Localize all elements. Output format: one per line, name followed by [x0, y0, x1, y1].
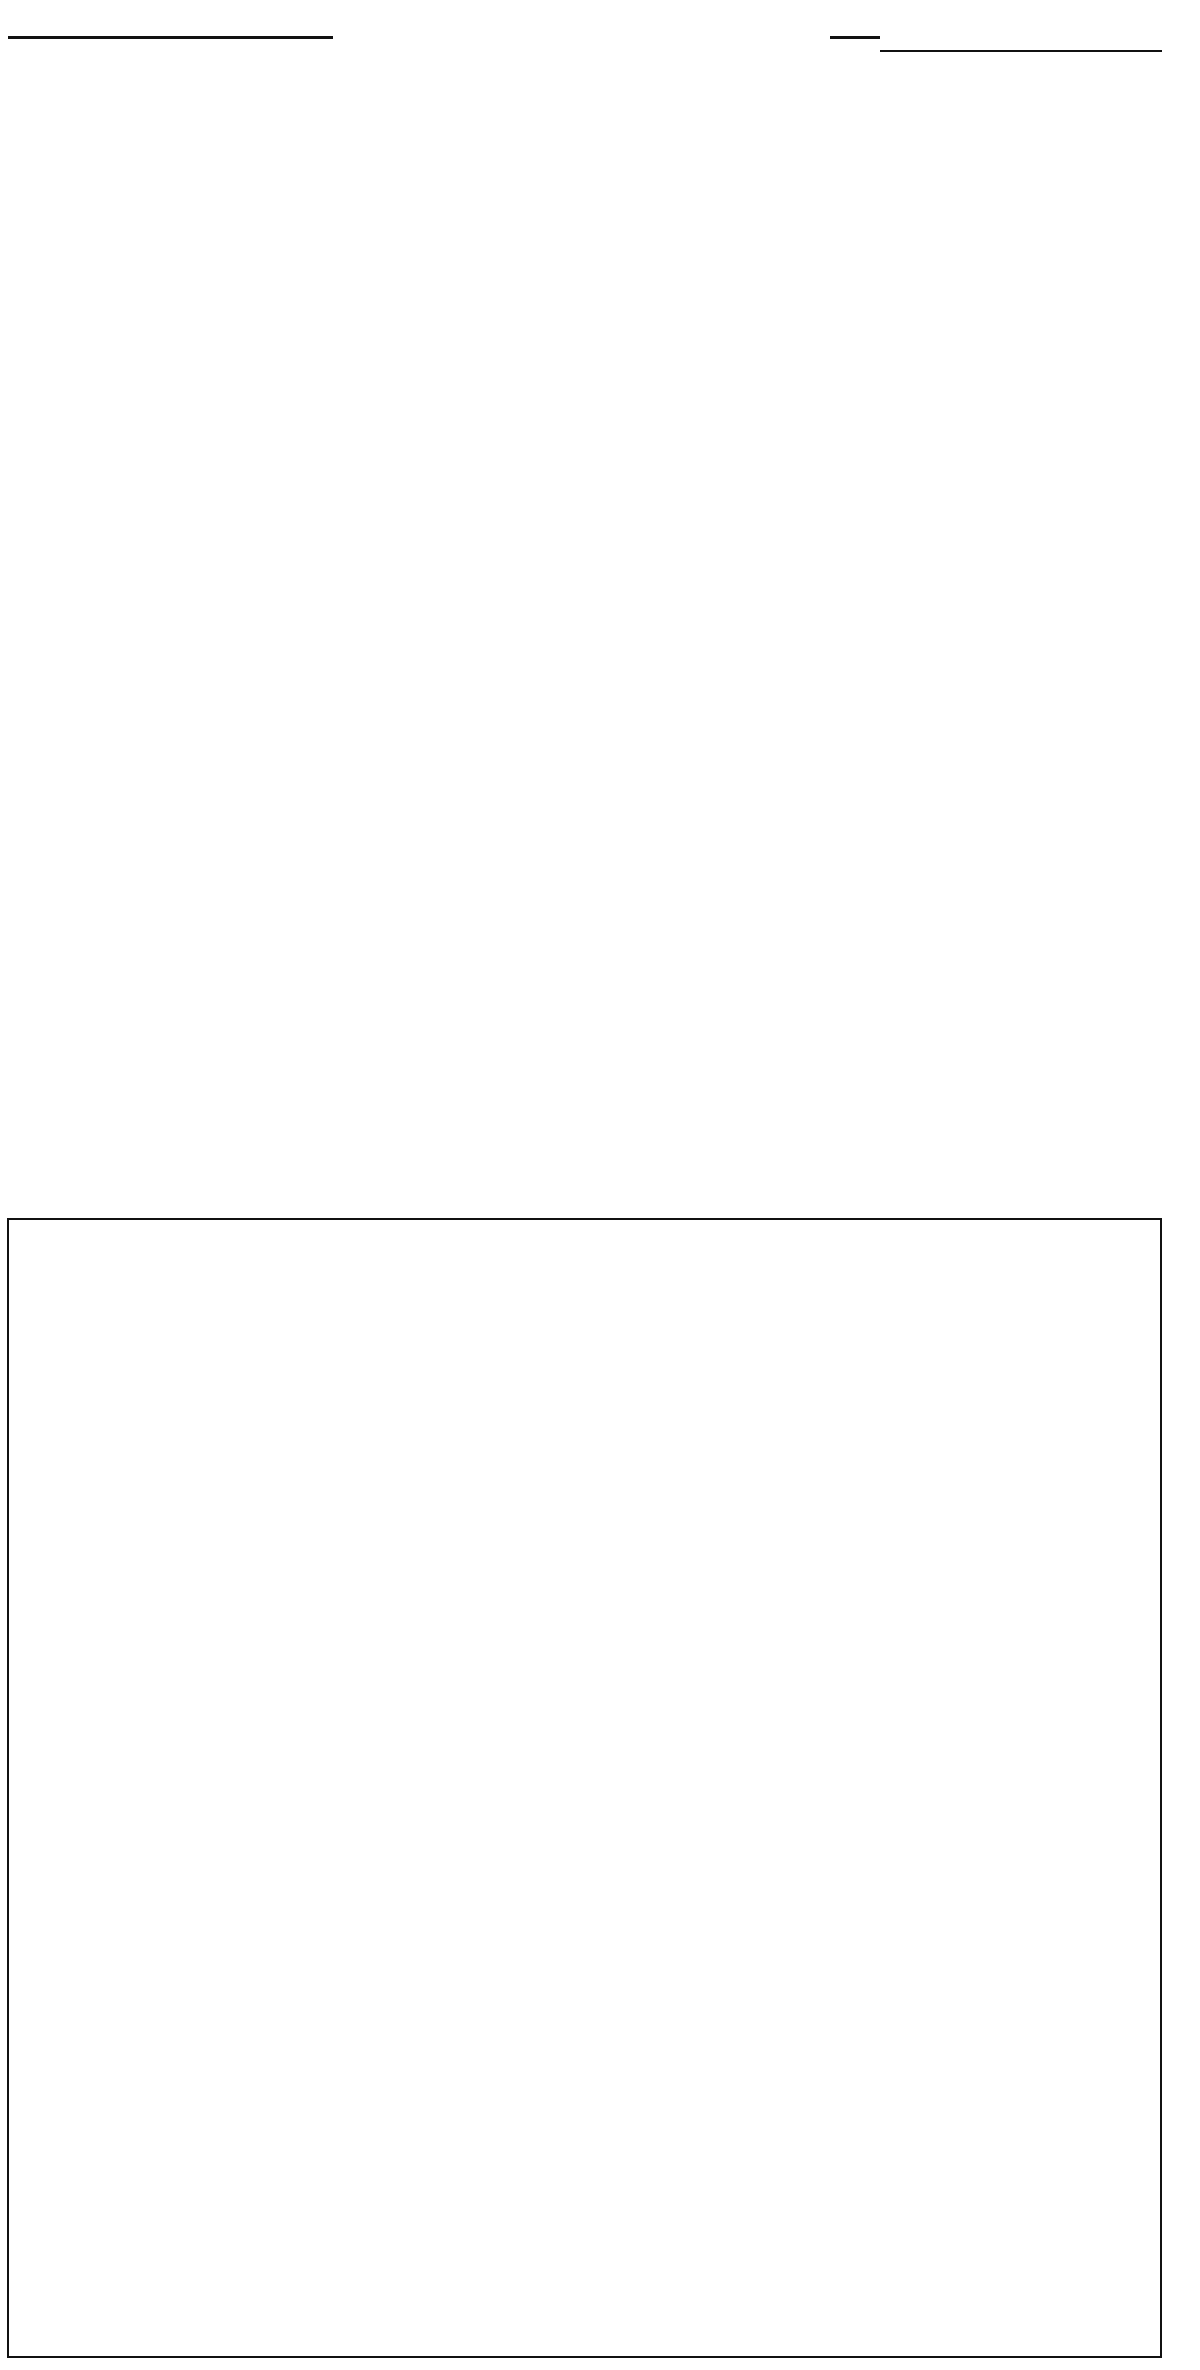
clues-area	[0, 82, 1200, 1202]
header-rule-left	[8, 36, 333, 39]
header	[0, 0, 1200, 68]
down-heading	[392, 111, 577, 140]
puzzle-title	[340, 0, 354, 64]
header-rule-theme	[880, 50, 1162, 52]
across-heading	[5, 82, 190, 111]
header-rule-right	[830, 36, 880, 39]
crossword-grid	[7, 1218, 1162, 2358]
clue-column-1	[5, 82, 190, 111]
clue-column-3	[392, 82, 577, 141]
column-spacer	[392, 82, 577, 111]
copyright-notice	[1168, 1218, 1194, 2358]
